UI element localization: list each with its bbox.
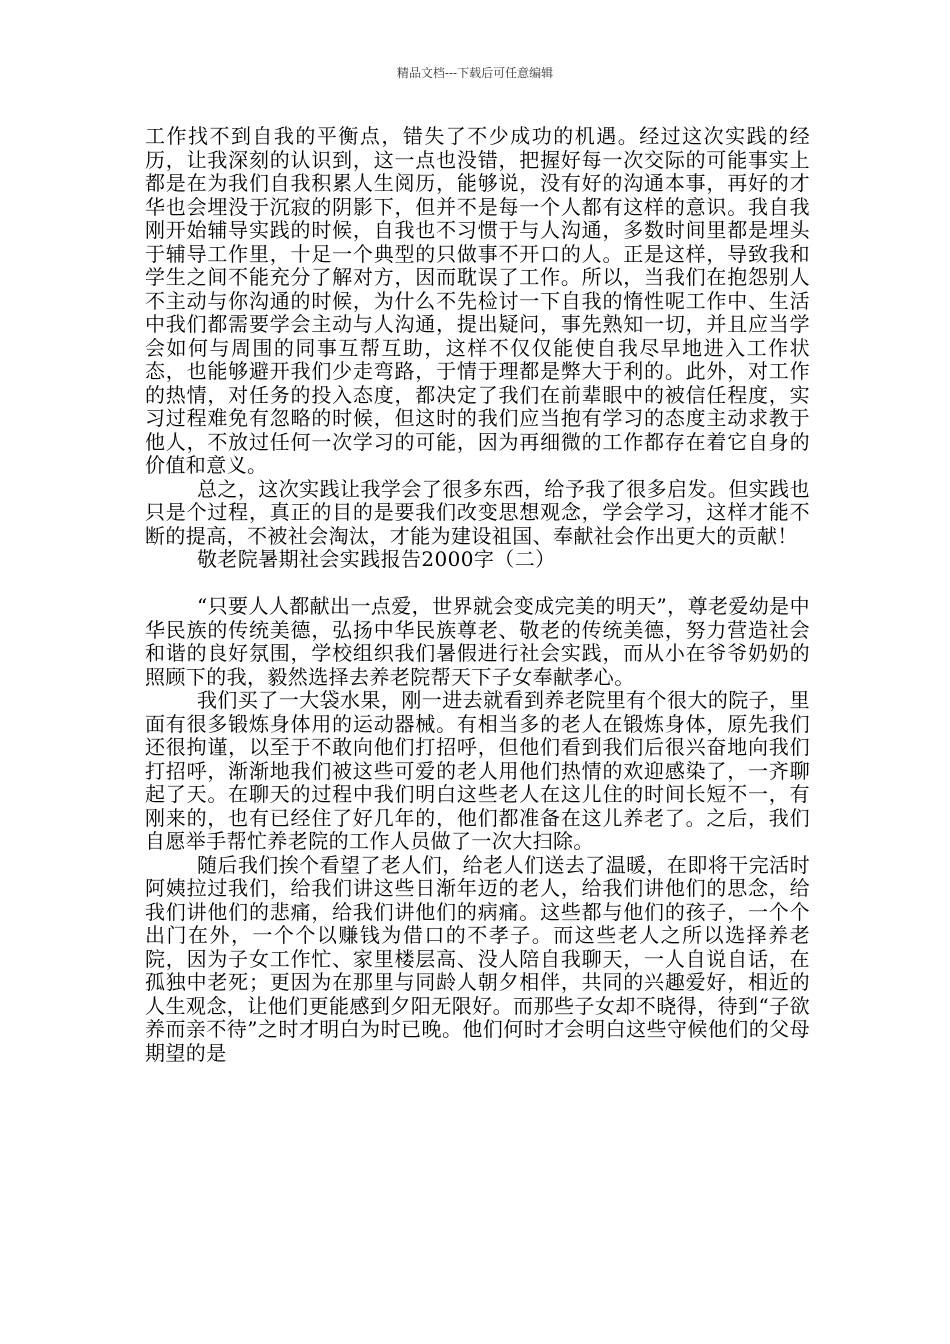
blank-line <box>145 572 810 596</box>
page-header: 精品文档---下载后可任意编辑 <box>396 66 554 80</box>
paragraph-reflection: 随后我们挨个看望了老人们，给老人们送去了温暖，在即将干完活时阿姨拉过我们，给我们讲这些日渐年迈的老人，给我们讲他们的思念，给我们讲他们的悲痛，给我们讲他们的病痛。这些都与他们的孩子，一个个出门在外，一个个以赚钱为借口的不孝子。而这些老人之所以选择养老院，因为子女工作忙、家里楼层高、没人陪自我聊天，一人自说自话，在孤独中老死；更因为在那里与同龄人朝夕相伴，共同的兴趣爱好，相近的人生观念，让他们更能感到夕阳无限好。而那些子女却不晓得，待到“子欲养而亲不待”之时才明白为时已晚。他们何时才会明白这些守候他们的父母期望的是 <box>145 852 810 1065</box>
section-title: 敬老院暑期社会实践报告2000字（二） <box>197 547 556 571</box>
paragraph-conclusion: 总之，这次实践让我学会了很多东西，给予我了很多启发。但实践也只是个过程，真正的目的是要我们改变思想观念，学会学习，这样才能不断的提高，不被社会淘汰，才能为建设祖国、奉献社会作出更大的贡献！ <box>145 476 810 548</box>
document-body <box>145 125 810 1065</box>
paragraph-continued: 工作找不到自我的平衡点，错失了不少成功的机遇。经过这次实践的经历，让我深刻的认识到，这一点也没错，把握好每一次交际的可能事实上都是在为我们自我积累人生阅历，能够说，没有好的沟通本事，再好的才华也会埋没于沉寂的阴影下，但并不是每一个人都有这样的意识。我自我刚开始辅导实践的时候，自我也不习惯于与人沟通，多数时间里都是埋头于辅导工作里，十足一个典型的只做事不开口的人。正是这样，导致我和学生之间不能充分了解对方，因而耽误了工作。所以，当我们在抱怨别人不主动与你沟通的时候，为什么不先检讨一下自我的惰性呢工作中、生活中我们都需要学会主动与人沟通，提出疑问，事先熟知一切，并且应当学会如何与周围的同事互帮互助，这样不仅仅能使自我尽早地进入工作状态，也能够避开我们少走弯路，于情于理都是弊大于利的。此外，对工作的热情，对任务的投入态度，都决定了我们在前辈眼中的被信任程度，实习过程难免有忽略的时候，但这时的我们应当抱有学习的态度主动求教于他人，不放过任何一次学习的可能，因为再细微的工作都存在着它自身的价值和意义。 <box>145 124 810 477</box>
paragraph-visit: 我们买了一大袋水果，刚一进去就看到养老院里有个很大的院子，里面有很多锻炼身体用的运动器械。有相当多的老人在锻炼身体，原先我们还很拘谨，以至于不敢向他们打招呼，但他们看到我们后很兴奋地向我们打招呼，渐渐地我们被这些可爱的老人用他们热情的欢迎感染了，一齐聊起了天。在聊天的过程中我们明白这些老人在这儿住的时间长短不一，有刚来的，也有已经住了好几年的，他们都准备在这儿养老了。之后，我们自愿举手帮忙养老院的工作人员做了一次大扫除。 <box>145 688 810 853</box>
paragraph-intro: “只要人人都献出一点爱，世界就会变成完美的明天”，尊老爱幼是中华民族的传统美德，弘扬中华民族尊老、敬老的传统美德，努力营造社会和谐的良好氛围，学校组织我们暑假进行社会实践，而从小在爷爷奶奶的照顾下的我，毅然选择去养老院帮天下子女奉献孝心。 <box>145 594 810 689</box>
